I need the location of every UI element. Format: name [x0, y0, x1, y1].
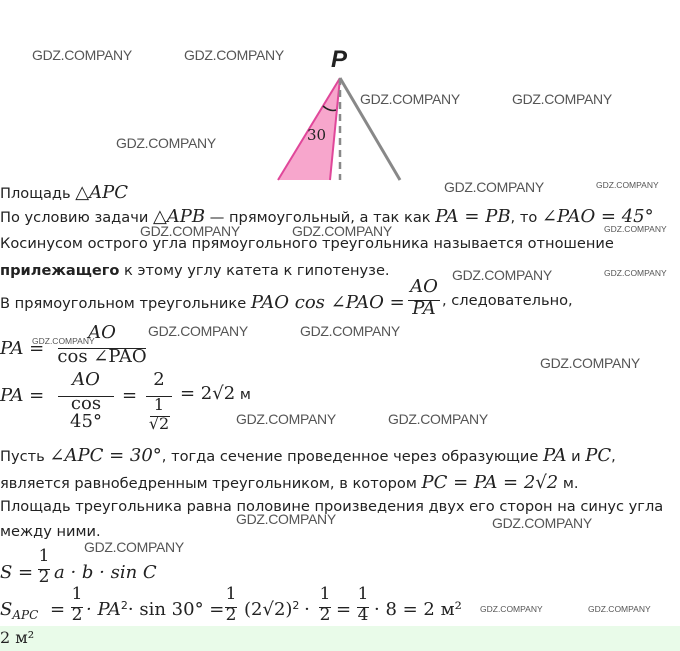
watermark: GDZ.COMPANY	[452, 267, 552, 283]
fraction-1-sqrt2	[144, 397, 174, 432]
vertex-label: P	[331, 46, 348, 73]
watermark: GDZ.COMPANY	[360, 91, 460, 107]
line-between: между ними.	[0, 523, 101, 540]
math: △APC	[75, 182, 128, 203]
fraction-ao-pa	[406, 278, 442, 318]
math: (2√2)	[244, 599, 293, 620]
fraction-quarter	[356, 586, 370, 624]
angle-label: 30	[307, 126, 327, 144]
answer-box	[0, 626, 680, 651]
watermark: GDZ.COMPANY	[596, 180, 659, 190]
math: PC = PA = 2√2	[421, 472, 559, 493]
math: ∠APC = 30°	[49, 445, 162, 466]
dot: ·	[304, 599, 310, 620]
text: к этому углу катета к гипотенузе.	[119, 262, 390, 279]
line-cosine-def: Косинусом острого угла прямоугольного треугольника называется отношение	[0, 235, 614, 252]
numerator: 1	[225, 584, 237, 604]
text: Пусть	[0, 448, 50, 465]
numerator: AO	[410, 276, 438, 297]
answer-text: 2 м²	[0, 628, 35, 647]
equals: =	[122, 385, 138, 406]
denominator: √2	[148, 414, 170, 433]
numerator: AO	[72, 369, 100, 390]
math-formula: a · b · sin C	[54, 562, 157, 583]
text: Площадь	[0, 185, 76, 202]
numerator: AO	[88, 322, 116, 343]
text: , то	[510, 209, 542, 226]
watermark: GDZ.COMPANY	[32, 336, 95, 346]
fraction-2-over	[144, 371, 174, 389]
fraction-half-3	[318, 586, 332, 624]
text: , следовательно,	[442, 292, 573, 309]
watermark: GDZ.COMPANY	[32, 47, 132, 63]
subscript: APC	[12, 607, 39, 622]
equals: =	[50, 599, 66, 620]
math: PA = PB	[435, 206, 511, 227]
denominator: 2	[71, 605, 83, 625]
text: В прямоугольном треугольнике	[0, 295, 251, 312]
bold-text: прилежащего	[0, 262, 120, 279]
denominator: 2	[319, 605, 331, 625]
math-end: · 8 = 2 м²	[374, 599, 462, 620]
text: ,	[611, 448, 616, 465]
watermark: GDZ.COMPANY	[116, 135, 216, 151]
math: PA	[543, 445, 567, 466]
line-isosceles	[0, 472, 579, 493]
watermark: GDZ.COMPANY	[148, 323, 248, 339]
denominator: 2	[38, 567, 50, 587]
line-area-rule: Площадь треугольника равна половине произведения двух его сторон на синус угла	[0, 498, 664, 515]
pa-squared	[86, 599, 224, 620]
fraction-half-2	[224, 586, 238, 624]
superscript: 2	[292, 599, 300, 613]
line-triangle-pao	[0, 292, 405, 313]
numerator: 1	[357, 584, 369, 604]
watermark: GDZ.COMPANY	[492, 515, 592, 531]
watermark: GDZ.COMPANY	[236, 511, 336, 527]
denominator: PA	[412, 298, 436, 319]
math-pa: PA =	[0, 338, 45, 359]
superscript: 2	[120, 599, 128, 613]
fraction-half-1	[70, 586, 84, 624]
line-area-apc	[0, 182, 128, 203]
math-pa: PA =	[0, 385, 45, 406]
result-2sqrt2	[180, 383, 251, 404]
math-s: S =	[0, 562, 34, 583]
watermark: GDZ.COMPANY	[300, 323, 400, 339]
watermark: GDZ.COMPANY	[292, 223, 392, 239]
fraction-half	[36, 548, 52, 586]
text: — прямоугольный, а так как	[205, 209, 436, 226]
math: PC	[585, 445, 612, 466]
math: S	[0, 599, 13, 620]
text: , тогда сечение проведенное через образующие	[161, 448, 544, 465]
watermark: GDZ.COMPANY	[84, 539, 184, 555]
math: · PA	[86, 599, 121, 620]
math: · sin 30° =	[127, 599, 225, 620]
watermark: GDZ.COMPANY	[588, 604, 651, 614]
watermark: GDZ.COMPANY	[444, 179, 544, 195]
denominator: 4	[357, 605, 369, 625]
text: м.	[558, 475, 579, 492]
text: По условию задачи	[0, 209, 153, 226]
watermark: GDZ.COMPANY	[604, 224, 667, 234]
watermark: GDZ.COMPANY	[604, 268, 667, 278]
watermark: GDZ.COMPANY	[480, 604, 543, 614]
math: ∠PAO = 45°	[541, 206, 654, 227]
denominator: 2	[225, 605, 237, 625]
watermark: GDZ.COMPANY	[184, 47, 284, 63]
unit: м	[235, 386, 251, 403]
equals: =	[336, 599, 352, 620]
text: является равнобедренным треугольником, в котором	[0, 475, 422, 492]
text: и	[566, 448, 586, 465]
line-adjacent	[0, 262, 390, 279]
denominator: cos 45°	[70, 393, 102, 432]
paren-2sqrt2	[244, 599, 310, 620]
watermark: GDZ.COMPANY	[540, 355, 640, 371]
numerator: 1	[38, 546, 50, 566]
watermark: GDZ.COMPANY	[140, 223, 240, 239]
math: △APB	[152, 206, 206, 227]
line-area-calc	[0, 599, 38, 622]
numerator: 1	[71, 584, 83, 604]
numerator: 2	[153, 369, 165, 390]
math: = 2√2	[180, 383, 236, 404]
math: PAO cos ∠PAO =	[250, 292, 405, 313]
fraction-ao-cos45	[56, 371, 116, 431]
watermark: GDZ.COMPANY	[236, 411, 336, 427]
numerator: 1	[319, 584, 331, 604]
line-let-apc	[0, 445, 616, 466]
numerator: 1	[153, 395, 165, 414]
watermark: GDZ.COMPANY	[512, 91, 612, 107]
denominator: cos ∠PAO	[57, 346, 147, 367]
watermark: GDZ.COMPANY	[388, 411, 488, 427]
